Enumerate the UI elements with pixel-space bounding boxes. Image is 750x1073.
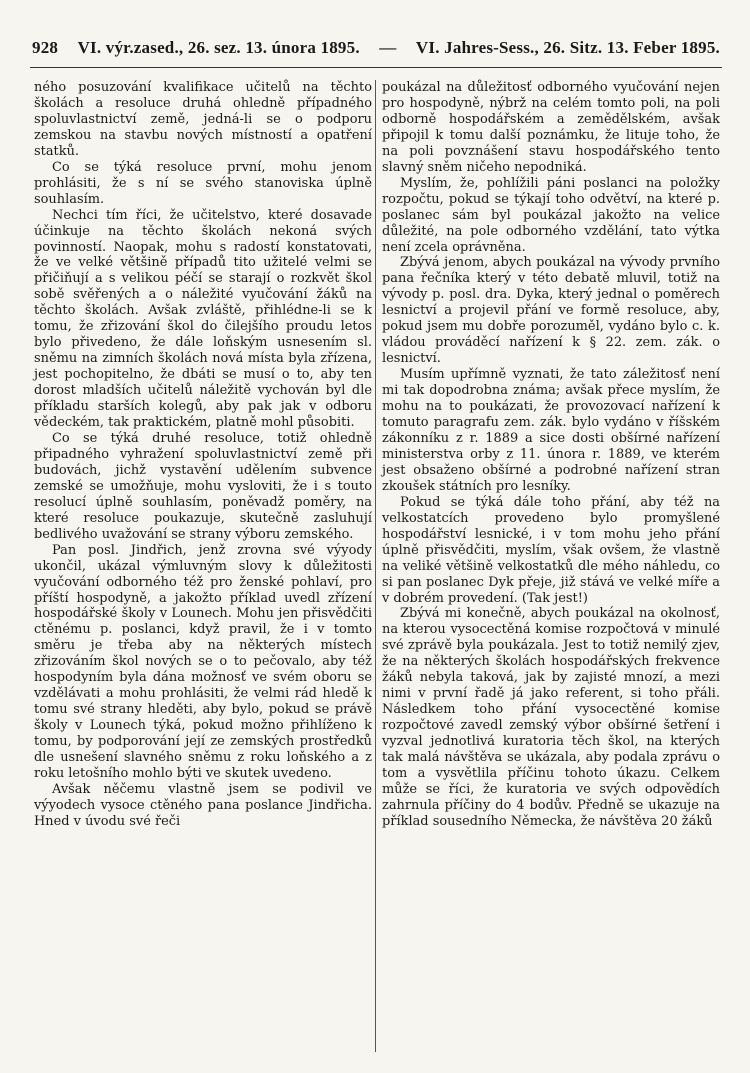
page-header [32, 38, 720, 58]
paragraph: Pan posl. Jindřich, jenž zrovna své výyody ukončil, ukázal výmluvným slovy k důležitosti vyučování odborného též pro ženské pohlaví, pro příští hospodyně, a jakožto příklad uvedl zřízení hospodářské školy v Lounech. Mohu jen přisvědčiti ctěnému p. poslanci, když pravil, že i v tomto směru je třeba aby na některých místech zřizováním škol nových se o to pečovalo, aby též hospodyním byla dána možnosť ve svém oboru se vzdělávati a mohu prohlásiti, že velmi rád hledě k tomu své strany hleděti, aby bylo, pokud se právě školy v Lounech týká, pokud možno přihlíženo k tomu, by podporování její ze zemských prostředků dle usnešení slavného sněmu z roku loňského a z roku letošního mohlo býti ve skutek uvedeno. [34, 542, 372, 781]
paragraph: Co se týká resoluce první, mohu jenom prohlásiti, že s ní se svého stanoviska úplně souhlasím. [34, 159, 372, 207]
paragraph: Musím upřímně vyznati, že tato záležitosť není mi tak dopodrobna známa; avšak přece myslím, že mohu na to poukázati, že provozovací nařízení k tomuto paragrafu zem. zák. bylo vydáno v říšském zákonníku z r. 1889 a sice dosti obšírné nařízení ministerstva orby z 11. února r. 1889, ve kterém jest obsaženo obšírné a podrobné nařízení stran zkoušek státních pro lesníky. [382, 367, 720, 494]
column-divider [375, 80, 376, 1052]
paragraph: ného posuzování kvalifikace učitelů na těchto školách a resoluce druhá ohledně případného spoluvlastnictví země, jedná-li se o podporu zemskou na stavbu nových místností a opatření statků. [34, 80, 372, 159]
paragraph: Avšak něčemu vlastně jsem se podivil ve výyodech vysoce ctěného pana poslance Jindřicha. Hned v úvodu své řeči [34, 781, 372, 829]
paragraph: Zbývá jenom, abych poukázal na vývody prvního pana řečníka který v této debatě mluvil, totiž na vývody p. posl. dra. Dyka, který jednal o poměrech lesnictví a projevil přání ve formě resoluce, aby, pokud jsem mu dobře porozuměl, vydáno bylo c. k. vládou prováděcí nařízení k § 22. zem. zák. o lesnictví. [382, 255, 720, 367]
header-separator: — [379, 38, 397, 57]
header-rule [30, 67, 722, 68]
header-german-title: VI. Jahres-Sess., 26. Sitz. 13. Feber 1895. [415, 38, 720, 57]
paragraph: Myslím, že, pohlížili páni poslanci na položky rozpočtu, pokud se týkají toho odvětví, na které p. poslanec sám byl poukázal jakožto na velice důležité, na pole odborného vzdělání, tato výtka není zcela oprávněna. [382, 175, 720, 255]
paragraph: Co se týká druhé resoluce, totiž ohledně připadného vyhražení spoluvlastnictví země při budovách, jichž vystavění udělením subvence zemské se umožňuje, mohu vysloviti, že i s touto resolucí úplně souhlasím, poněvadž poměry, na které resoluce poukazuje, skutečně zasluhují bedlivého uvažování se strany výboru zemského. [34, 430, 372, 542]
right-column [382, 80, 720, 830]
paragraph: Nechci tím říci, že učitelstvo, které dosavade účinkuje na těchto školách nekoná svých povinností. Naopak, mohu s radostí konstatovati, že ve velké většině případů tito užitelé velmi se přičiňují a s velikou péčí se starají o rozkvět škol sobě svěřených a o náležité vyučování žáků na těchto školách. Avšak zvláště, přihlédne-li se k tomu, že zřizování škol do čilejšího proudu letos bylo přivedeno, že dále loňským usnesením sl. sněmu na zimních školách nová místa byla zřízena, jest pochopitelno, že dbáti se musí o to, aby ten dorost mladších učitelů náležitě vychován byl dle příkladu starších kolegů, aby pak jak v odboru vědeckém, tak praktickém, platně mohl působiti. [34, 207, 372, 431]
page-number: 928 [32, 38, 59, 57]
paragraph: Pokud se týká dále toho přání, aby též na velkostatcích provedeno bylo promyšlené hospodářství lesnické, i v tom mohu jeho přání úplně přisvědčiti, myslím, však ovšem, že vlastně na veliké většině velkostatků dle mého náhledu, co si pan poslanec Dyk přeje, již stává ve velké míře a v dobrém provedení. (Tak jest!) [382, 494, 720, 606]
paragraph: poukázal na důležitosť odborného vyučování nejen pro hospodyně, nýbrž na celém tomto poli, na poli odborně hospodářském a zemědělském, avšak připojil k tomu další poznámku, že lituje toho, že na poli povznášení stavu hospodářského tento slavný sněm ničeho nepodniká. [382, 80, 720, 175]
paragraph: Zbývá mi konečně, abych poukázal na okolnosť, na kterou vysocectěná komise rozpočtová v minulé své zprávě byla poukázala. Jest to totiž nemilý zjev, že na některých školách hospodářských frekvence žáků nebyla taková, jak by zajisté mnozí, a mezi nimi v první řadě já jako referent, si toho přáli. Následkem toho přání vysocectěné komise rozpočtové zavedl zemský výbor obšírné šetření i vyzval jednotlivá kuratoria těch škol, na kterých tak malá návštěva se ukázala, aby podala zprávu o tom a vysvětlila příčinu tohoto úkazu. Celkem může se říci, že kuratoria ve svých odpovědích zahrnula příčiny do 4 bodův. Předně se ukazuje na příklad sousedního Německa, že návštěva 20 žáků [382, 606, 720, 829]
header-czech-title: VI. výr.zased., 26. sez. 13. února 1895. [77, 38, 360, 57]
left-column [34, 80, 372, 830]
